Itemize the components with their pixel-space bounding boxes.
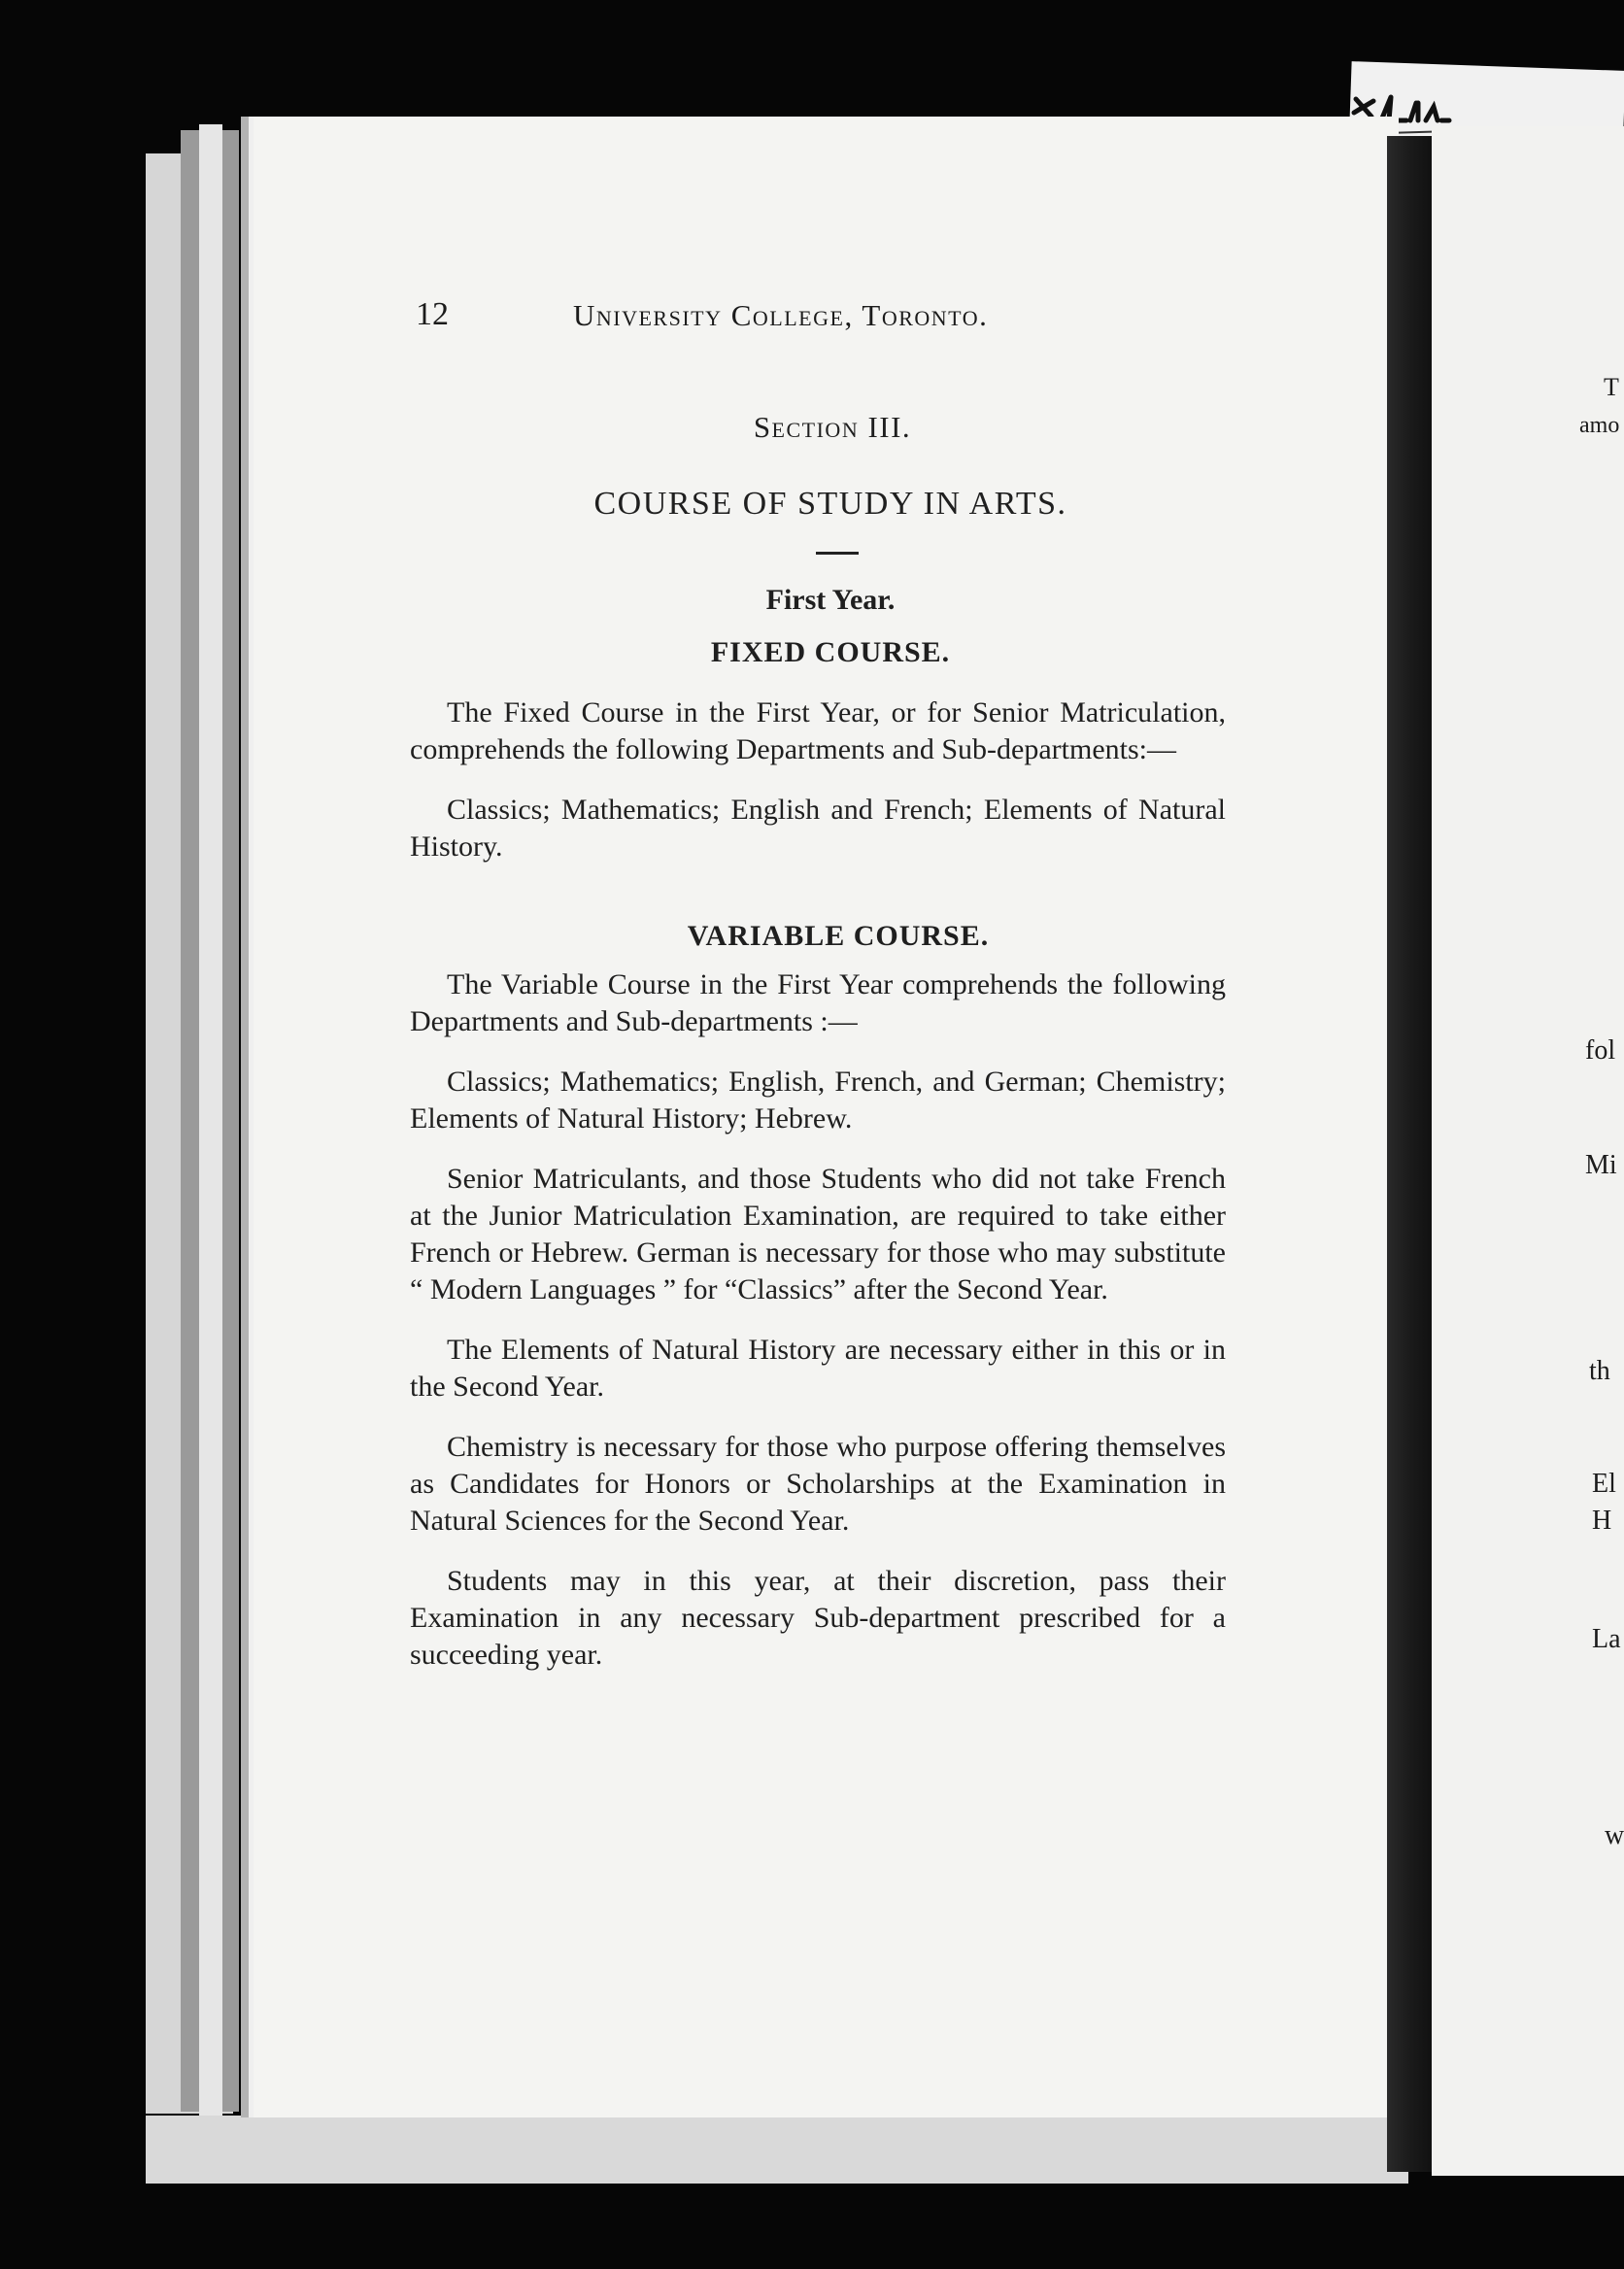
facing-fragment: El [1592, 1469, 1616, 1499]
facing-page-text [1432, 0, 1624, 2269]
section-rule [816, 552, 859, 555]
variable-course-heading: VARIABLE COURSE. [687, 920, 990, 952]
facing-fragment: th [1589, 1356, 1610, 1386]
section-label: Section III. [753, 410, 912, 444]
variable-course-paragraph: The Elements of Natural History are necessary either in this or in the Second Year. [410, 1334, 1226, 1403]
facing-fragment: T [1604, 373, 1619, 401]
book-gutter [1387, 136, 1432, 2172]
facing-fragment: La [1592, 1624, 1621, 1654]
fixed-course-paragraph: The Fixed Course in the First Year, or for Senior Matriculation, comprehends the following Departments and Sub-departments:— [410, 696, 1226, 765]
variable-course-paragraph: Classics; Mathematics; English, French, and German; Chemistry; Elements of Natural History; Hebrew. [410, 1066, 1226, 1134]
page-body [410, 396, 1226, 1674]
page-header [416, 296, 1173, 335]
section-title: COURSE OF STUDY IN ARTS. [593, 486, 1067, 522]
page-bottom-edge [146, 2116, 1408, 2184]
fixed-course-paragraph: Classics; Mathematics; English and French; Elements of Natural History. [410, 794, 1226, 863]
fixed-course-heading: FIXED COURSE. [710, 636, 951, 668]
variable-course-paragraph: The Variable Course in the First Year comprehends the following Departments and Sub-departments :— [410, 968, 1226, 1037]
facing-fragment: H [1592, 1506, 1612, 1536]
page-edge-inner [199, 124, 222, 2116]
facing-fragment: Mi [1585, 1150, 1617, 1180]
facing-fragment: amo [1579, 413, 1620, 438]
page-number: 12 [416, 296, 449, 332]
variable-course-paragraph: Senior Matriculants, and those Students who did not take French at the Junior Matriculation Examination, are required to take either French or Hebrew. German is necessary for those who may substitute “ Modern Languages ” for “Classics” after the Second Year. [410, 1163, 1226, 1305]
variable-course-paragraph: Students may in this year, at their discretion, pass their Examination in any necessary Sub-department prescribed for a succeeding year. [410, 1565, 1226, 1671]
facing-fragment: w [1605, 1820, 1624, 1850]
facing-fragment: fol [1585, 1035, 1616, 1066]
variable-course-paragraph: Chemistry is necessary for those who purpose offering themselves as Candidates for Honors or Scholarships at the Examination in Natural Sciences for the Second Year. [410, 1431, 1226, 1537]
year-heading: First Year. [765, 584, 896, 616]
running-head: University College, Toronto. [573, 298, 989, 332]
